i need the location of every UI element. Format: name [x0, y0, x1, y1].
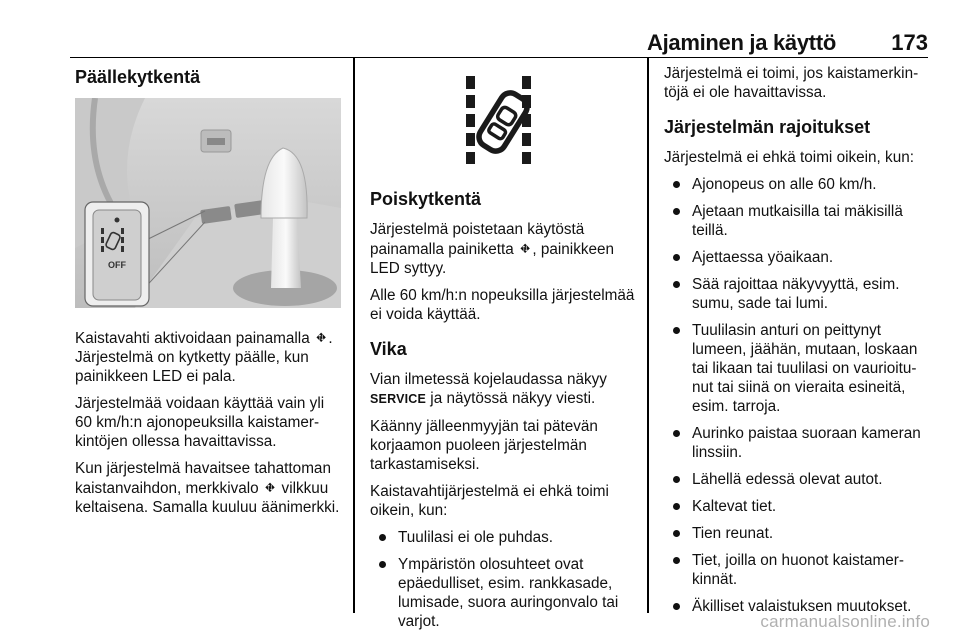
limitations-list	[664, 175, 932, 616]
column-2	[370, 64, 638, 639]
list-item: Ajonopeus on alle 60 km/h.	[664, 175, 932, 194]
speed-requirement-text: Järjestelmää voidaan käyttää vain yli 60 km/h:n ajonopeuksilla kaistamerkintöjen ollessa havaittavissa.	[75, 395, 325, 450]
list-item: Aurinko paistaa suoraan kameran linssiin.	[664, 424, 932, 462]
page-header	[70, 24, 928, 58]
lane-keep-button-icon: ⛖	[519, 241, 531, 256]
list-item: Lähellä edessä olevat autot.	[664, 470, 932, 489]
chapter-title: Ajaminen ja käyttö	[647, 30, 836, 55]
list-item: Ajettaessa yöaikaan.	[664, 248, 932, 267]
fault-text-1b: ja näytössä näkyy viesti.	[426, 390, 596, 407]
watermark: carmanualsonline.info	[760, 612, 930, 631]
fault-text-1: Vian ilmetessä kojelaudassa näkyy	[370, 371, 607, 388]
no-markings-text: Järjestelmä ei toimi, jos kaistamerkintöjä ei ole havaittavissa.	[664, 65, 919, 101]
header-rule	[70, 57, 928, 58]
conditions-intro-text: Kaistavahtijärjestelmä ei ehkä toimi oikein, kun:	[370, 483, 609, 519]
limitations-intro-text: Järjestelmä ei ehkä toimi oikein, kun:	[664, 149, 914, 166]
heading-deactivation: Poiskytkentä	[370, 189, 482, 209]
list-item: Tien reunat.	[664, 524, 932, 543]
conditions-list	[370, 528, 638, 631]
activation-text-1b: . Järjestelmä on kytketty päälle, kun painikkeen LED ei pala.	[75, 330, 333, 385]
warning-text-1b: vilkkuu keltaisena. Samalla kuuluu äänimerkki.	[75, 480, 340, 516]
lane-departure-warning-icon: ⛖	[264, 480, 276, 495]
list-item: Ajetaan mutkaisilla tai mäkisillä teillä.	[664, 202, 932, 240]
list-item: Sää rajoittaa näkyvyyttä, esim. sumu, sade tai lumi.	[664, 275, 932, 313]
low-speed-text: Alle 60 km/h:n nopeuksilla järjestelmää ei voida käyttää.	[370, 287, 635, 323]
page-number: 173	[891, 30, 928, 55]
off-label: OFF	[108, 260, 126, 270]
column-divider-2	[647, 58, 649, 613]
list-item: Tuulilasi ei ole puhdas.	[370, 528, 638, 547]
heading-fault: Vika	[370, 339, 407, 359]
column-1	[75, 64, 343, 525]
heading-limitations: Järjestelmän rajoitukset	[664, 117, 871, 137]
list-item: Ympäristön olosuhteet ovat epäedulliset, esim. rankkasade, lumisade, suora auringonvalo tai varjot.	[370, 555, 638, 631]
dealer-text: Käänny jälleenmyyjän tai pätevän korjaamon puoleen järjestelmän tarkastamiseksi.	[370, 418, 598, 473]
heading-activation: Päällekytkentä	[75, 67, 201, 87]
service-indicator: SERVICE	[370, 392, 427, 406]
warning-text-1: Kun järjestelmä havaitsee tahattoman kaistanvaihdon, merkkivalo	[75, 460, 331, 497]
column-3	[664, 64, 932, 624]
lane-symbol-illustration	[370, 66, 634, 170]
list-item: Tuulilasin anturi on peittynyt lumeen, jäähän, mutaan, loskaan tai likaan tai tuulilasi on vaurioitunut tai siinä on vieraita esineitä, esim. tarroja.	[664, 321, 932, 416]
activation-text-1: Kaistavahti aktivoidaan painamalla	[75, 330, 314, 347]
column-divider-1	[353, 58, 355, 613]
deactivation-text-1b: , painikkeen LED syttyy.	[370, 241, 615, 277]
list-item: Tiet, joilla on huonot kaistamerkinnät.	[664, 551, 932, 589]
list-item: Äkilliset valaistuksen muutokset.	[664, 597, 932, 616]
lane-keep-button-icon: ⛖	[315, 330, 327, 345]
deactivation-text-1: Järjestelmä poistetaan käytöstä painamalla painiketta	[370, 221, 585, 258]
gearshift-photo	[75, 98, 341, 308]
list-item: Kaltevat tiet.	[664, 497, 932, 516]
